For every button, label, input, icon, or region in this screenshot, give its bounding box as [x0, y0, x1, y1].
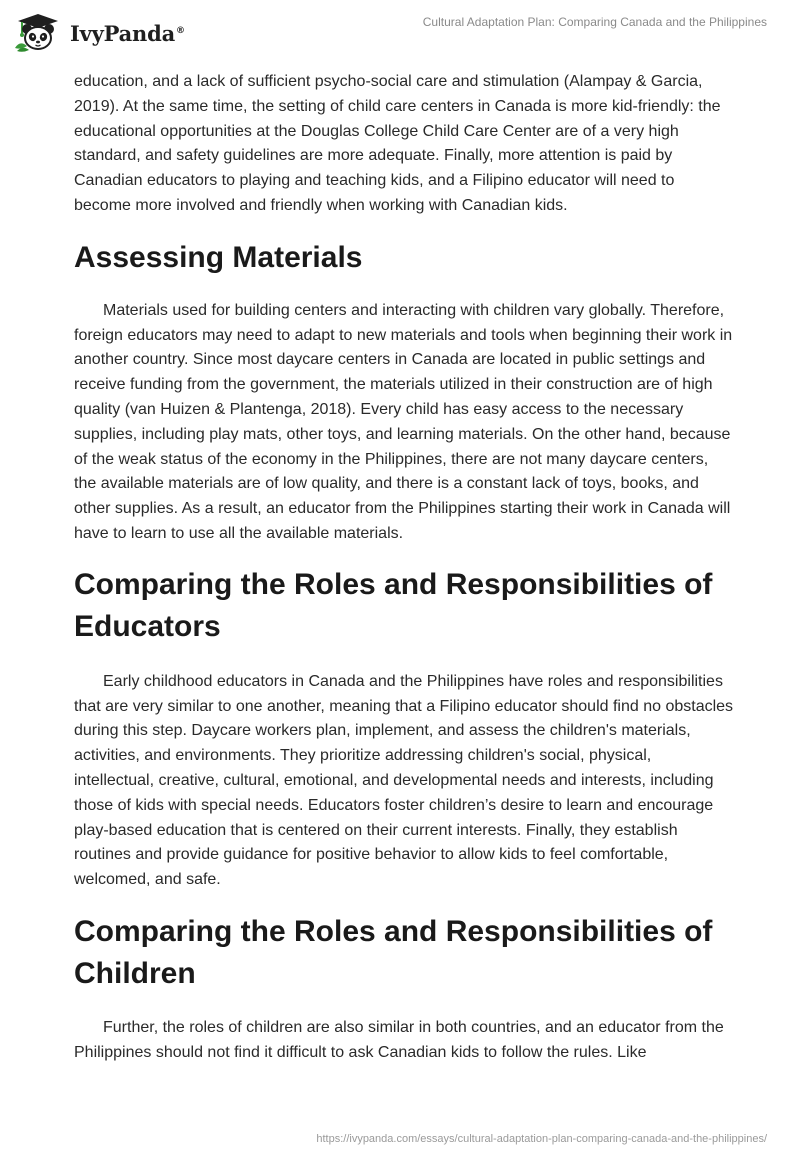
source-url-link[interactable]: https://ivypanda.com/essays/cultural-adaptation-plan-comparing-canada-and-the-philippines/ [316, 1133, 767, 1145]
page-header [0, 0, 800, 60]
paragraph-intro-continued: education, and a lack of sufficient psycho-social care and stimulation (Alampay & Garcia, 2019). At the same time, the setting of child care centers in Canada is more kid-friendly: the educational opportunities at the Douglas College Child Care Center are of a very high standard, and safety guidelines are more adequate. Finally, more attention is paid by Canadian educators to playing and teaching kids, and a Filipino educator will need to become more involved and friendly when working with Canadian kids. [74, 73, 721, 214]
paragraph-roles-educators: Early childhood educators in Canada and the Philippines have roles and responsibilities that are very similar to one another, meaning that a Filipino educator should find no obstacles during this step. Daycare workers plan, implement, and assess the children's materials, activities, and environments. They prioritize addressing children's social, physical, intellectual, creative, cultural, emotional, and developmental needs and interests, including those of kids with special needs. Educators foster children’s desire to learn and encourage play-based education that is centered on their current interests. Finally, they establish routines and provide guidance for positive behavior to allow kids to feel comfortable, welcomed, and safe. [74, 672, 734, 889]
heading-roles-children: Comparing the Roles and Responsibilities of Children [74, 914, 713, 990]
document-title: Cultural Adaptation Plan: Comparing Canada and the Philippines [422, 15, 767, 29]
logo-wordmark: IvyPanda® [70, 20, 185, 46]
paragraph-roles-children: Further, the roles of children are also similar in both countries, and an educator from the Philippines should not find it difficult to ask Canadian kids to follow the rules. Like [74, 1018, 724, 1061]
article-body [74, 70, 734, 1066]
ivypanda-logo[interactable] [14, 12, 185, 52]
paragraph-assessing-materials: Materials used for building centers and interacting with children vary globally. Therefore, foreign educators may need to adapt to new materials and tools when beginning their work in another country. Since most daycare centers in Canada are located in public settings and receive funding from the government, the materials utilized in their construction are of high quality (van Huizen & Plantenga, 2018). Every child has easy access to the necessary supplies, including play mats, other toys, and learning materials. On the other hand, because of the weak status of the economy in the Philippines, there are not many daycare centers, the available materials are of low quality, and there is a constant lack of toys, books, and other supplies. As a result, an educator from the Philippines starting their work in Canada will have to learn to use all the available materials. [74, 301, 733, 542]
heading-assessing-materials: Assessing Materials [74, 240, 363, 274]
heading-roles-educators: Comparing the Roles and Responsibilities of Educators [74, 567, 713, 643]
panda-graduate-logo-icon [14, 12, 66, 52]
